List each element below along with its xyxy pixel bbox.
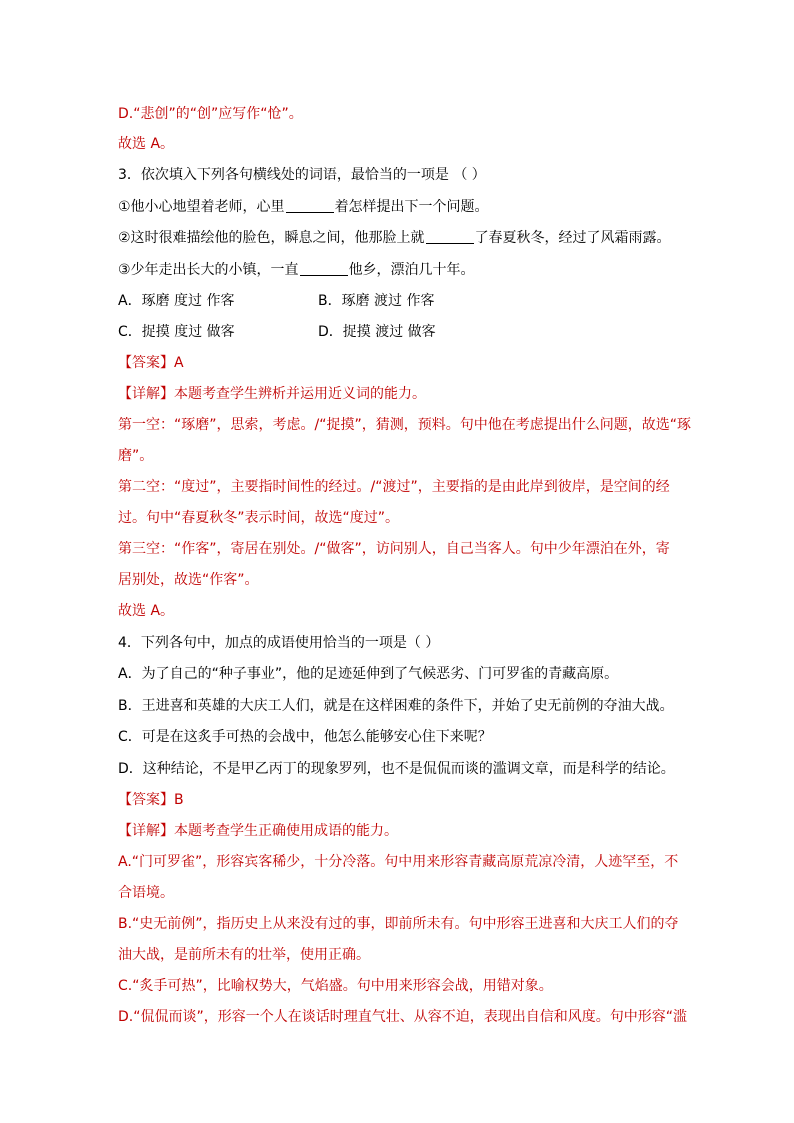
- question-4-option-c: C．可是在这炙手可热的会战中，他怎么能够安心住下来呢？: [118, 729, 492, 745]
- fill-blank: [286, 198, 334, 213]
- question-3-options-row-2: [118, 322, 694, 342]
- question-3-sentence-3: ③少年走出长大的小镇，一直 他乡，漂泊几十年。: [118, 262, 475, 278]
- text-line: 过。句中“春夏秋冬”表示时间，故选“度过”。: [118, 510, 400, 526]
- text-line: D.“悲创”的“创”应写作“怆”。: [118, 106, 303, 122]
- text-line: 第三空：“作客”，寄居在别处。/“做客”，访问别人，自己当客人。句中少年漂泊在外，寄: [118, 541, 670, 557]
- question-3-sentence-2: ②这时很难描绘他的脸色，瞬息之间，他那脸上就 了春夏秋冬，经过了风霜雨露。: [118, 230, 671, 246]
- question-4-stem: 4．下列各句中，加点的成语使用恰当的一项是（ ）: [118, 635, 440, 651]
- question-3-stem: 3．依次填入下列各句横线处的词语，最恰当的一项是 （ ）: [118, 167, 486, 183]
- text-line: B.“史无前例”，指历史上从来没有过的事，即前所未有。句中形容王进喜和大庆工人们的夺: [118, 916, 679, 932]
- text-line: 第一空：“琢磨”，思索，考虑。/“捉摸”，猜测，预料。句中他在考虑提出什么问题，故选“琢: [118, 417, 691, 433]
- question-4-option-a: A．为了自己的“种子事业”，他的足迹延伸到了气候恶劣、门可罗雀的青藏高原。: [118, 666, 619, 682]
- question-4-option-d: D．这种结论，不是甲乙丙丁的现象罗列，也不是侃侃而谈的滥调文章，而是科学的结论。: [118, 761, 675, 777]
- text-line: 第二空：“度过”，主要指时间性的经过。/“渡过”，主要指的是由此岸到彼岸，是空间的经: [118, 479, 670, 495]
- fill-blank: [426, 229, 474, 244]
- text-line: 合语境。: [118, 885, 174, 901]
- answer-label: 【答案】B: [118, 792, 184, 808]
- option-a: A．琢磨 度过 作客: [118, 293, 235, 309]
- text-line: 故选 A。: [118, 136, 175, 152]
- text-line: A.“门可罗雀”，形容宾客稀少，十分冷落。句中用来形容青藏高原荒凉冷清，人迹罕至，不: [118, 854, 679, 870]
- question-3-options-row-1: [118, 291, 694, 311]
- explanation-title: 【详解】本题考查学生正确使用成语的能力。: [118, 823, 398, 839]
- fill-blank: [300, 261, 348, 276]
- explanation-title: 【详解】本题考查学生辨析并运用近义词的能力。: [118, 386, 426, 402]
- answer-label: 【答案】A: [118, 355, 184, 371]
- option-b: B．琢磨 渡过 作客: [318, 293, 435, 309]
- text-line: C.“炙手可热”，比喻权势大，气焰盛。句中用来形容会战，用错对象。: [118, 978, 553, 994]
- text-line: 故选 A。: [118, 603, 175, 619]
- text-line: D.“侃侃而谈”，形容一个人在谈话时理直气壮、从容不迫，表现出自信和风度。句中形容“滥: [118, 1009, 687, 1025]
- text-line: 油大战，是前所未有的壮举，使用正确。: [118, 947, 370, 963]
- question-4-option-b: B．王进喜和英雄的大庆工人们，就是在这样困难的条件下，并始了史无前例的夺油大战。: [118, 698, 674, 714]
- question-3-sentence-1: ①他小心地望着老师，心里 着怎样提出下一个问题。: [118, 199, 489, 215]
- text-line: 磨”。: [118, 448, 154, 464]
- text-line: 居别处，故选“作客”。: [118, 572, 259, 588]
- option-c: C．捉摸 度过 做客: [118, 324, 235, 340]
- option-d: D．捉摸 渡过 做客: [318, 324, 436, 340]
